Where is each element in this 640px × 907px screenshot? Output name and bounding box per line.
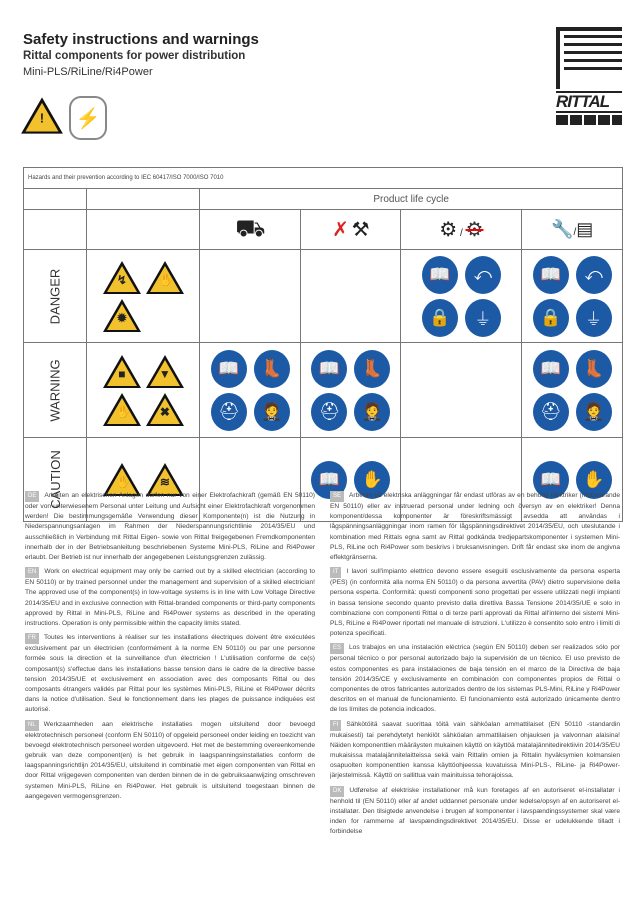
gears-stopped-icon: ⚙ xyxy=(465,219,484,241)
no-voltage-icon: ✗ xyxy=(332,219,349,241)
section-de: DE Arbeiten an elektrischen Anlagen dürfen nur von einer Elektrofachkraft (gemäß EN 50110) oder von unterwiesenem Personal unter Leitung und Aufsicht einer Elektrofachkraft vorgenommen werden! Die bestimmungsgemäße Verwendung dieser Komponente(n) ist die Nutzung in Niederspannungsanlagen im Rahmen der Niederspannungsrichtlinie 2014/35/EU und ausschließlich in Verbindung mit Rittal Eigen- sowie von Rittal freigegebenen Fremdkomponenten innerhalb der in der Betriebsanleitung beschriebenen Systeme Mini-PLS, RiLine and Ri4Power erlaubt. Der Betrieb ist nur innerhalb der angegebenen Leistungsgrenzen zulässig. xyxy=(25,492,315,562)
safety-boots-icon: 👢 xyxy=(576,350,612,388)
phase-operation xyxy=(401,210,522,250)
tripping-icon: ✖ xyxy=(146,393,184,426)
lockout-icon: 🔒 xyxy=(533,299,569,337)
level-danger: DANGER xyxy=(24,250,87,343)
crush-icon: ■ xyxy=(103,355,141,388)
electric-voltage-icon: ↯ xyxy=(103,261,141,294)
subtitle: Rittal components for power distribution xyxy=(23,50,246,62)
rittal-logo xyxy=(556,27,622,142)
protective-clothing-icon: 🤵 xyxy=(576,393,612,431)
hot-surface-icon: ≋ xyxy=(146,463,184,496)
hard-hat-icon: ⛑ xyxy=(311,393,347,431)
read-manual-icon: 📖 xyxy=(533,350,569,388)
earth-icon: ⏚ xyxy=(576,299,612,337)
gears-operation-icon: ⚙ xyxy=(439,219,458,241)
level-warning: WARNING xyxy=(24,343,87,438)
safety-boots-icon: 👢 xyxy=(354,350,390,388)
protective-clothing-icon: 🤵 xyxy=(254,393,290,431)
gloves-icon: ✋ xyxy=(576,461,612,499)
section-nl: NL Werkzaamheden aan elektrische installaties mogen uitsluitend door bevoegd elektrotechnisch personeel (conform EN 50110) of opgeleid personeel onder leiding en toezicht van bevoegd elektrotechnisch personeel worden uitgevoerd. Het met de bestemming overeenkomende gebruik van deze component(en) is het gebruik in laagspanningsinstallaties conform de laagspanningsrichtlijn 2014/35/EU, uitsluitend in combinatie met eigen componenten van Rittal en door Rittal vrijgegeven componenten van derden binnen de in de gebruiksaanwijzing omschreven systemen Mini-PLS, RiLine en Ri4Power. Het gebruik is uitsluitend toegestaan binnen de aangegeven vermogensgrenzen. xyxy=(25,720,315,800)
table-caption: Hazards and their prevention according to IEC 60417/ISO 7000/ISO 7010 xyxy=(24,168,623,189)
repair-icon: 🔧 xyxy=(551,219,574,239)
section-se: SE Arbetan på elektriska anläggningar får endast utföras av en behörig elektriker (motsvarande EN 50110) eller av instruerad personal under ledning och översyn av en elektriker! Denna komponent/dessa komponenter är föreskriftsmässigt avsedda att användas i lågspänningsanläggningar inom ramen för lågspänningsdirektivet 2014/35/EU, och uteslutande i kombination med Rittals egna samt av Rittal godkända tredjepartskomponenter i systemen Mini-PLS, RiLine och Ri4Power som beskrivs i bruksanvisningen. Drift får endast ske inom de angivna effektgränserna. xyxy=(330,492,620,562)
read-manual-icon: 📖 xyxy=(211,350,247,388)
section-fi: FI Sähkötöitä saavat suorittaa töitä vain sähköalan ammattilaiset (EN 50110 -standardin mukaisesti) tai perehdytetyt henkilöt sähköalan ammattilaisen ohjauksen ja valvonnan alaisina! Näiden komponenttien määräysten mukainen käyttö on käyttöä matalajännitedirektiivin 2014/35/EU mukaisissa matalajännitelaitteissa sekä vain Rittalin omien ja Rittalin hyväksymien kolmansien osapuolten komponenttien kanssa käyttöohjeessa kuvatuissa Mini-PLS-, RiLine- ja Ri4Power-järjestelmissä. Käyttö on sallittua vain mainituissa tehorajoissa. xyxy=(330,720,620,780)
read-manual-icon: 📖 xyxy=(533,461,569,499)
logo-text: RITTAL xyxy=(556,91,622,113)
electrician-only-icon: ⚡ xyxy=(69,96,107,140)
read-manual-icon: 📖 xyxy=(311,350,347,388)
hand-hazard-icon: ✋ xyxy=(103,463,141,496)
hard-hat-icon: ⛑ xyxy=(533,393,569,431)
product-line: Mini-PLS/RiLine/Ri4Power xyxy=(23,66,153,78)
hazard-table xyxy=(23,167,623,522)
read-manual-icon: 📖 xyxy=(311,461,347,499)
lockout-icon: 🔒 xyxy=(422,299,458,337)
section-en: EN Work on electrical equipment may only be carried out by a skilled electrician (according to EN 50110) or by trained personnel under the management and supervision of a skilled electrician! The approved use of the component(s) in low-voltage systems is in line with Low Voltage Directive 2014/35/EU and in exclusive connection with Rittal-branded components or third-party components approved by Rittal in Mini-PLS, RiLine and Ri4Power systems as described in the operating instructions. Operation is only permissible within the capacity limits stated. xyxy=(25,568,315,628)
read-manual-icon: 📖 xyxy=(533,256,569,294)
gloves-icon: ✋ xyxy=(354,461,390,499)
tools-icon: ⚒ xyxy=(351,219,370,241)
disconnect-icon: ⤺ xyxy=(576,256,612,294)
separator: / xyxy=(573,227,577,238)
falling-object-icon: ▼ xyxy=(146,355,184,388)
truck-transport-icon: ⛟ xyxy=(235,214,266,242)
text-column-right xyxy=(330,491,620,901)
explosion-icon: ✹ xyxy=(103,299,141,332)
read-manual-icon: 📖 xyxy=(422,256,458,294)
hand-injury-icon: ✋ xyxy=(103,393,141,426)
section-fr: FR Toutes les interventions à réaliser sur les installations électriques doivent être exécutées exclusivement par un électricien (conformément à la norme EN 50110) ou par une personne formée sous la direction et la surveillance d'un électricien ! L'utilisation conforme de ce(s) composant(s) s'effectue dans les installations basse tension dans le cadre de la directive basse tension 2014/35/UE et exclusivement en association avec des composants Rittal ou des composants étrangers validés par Rittal pour les systèmes Mini-PLS, RiLine et Ri4Power décrits dans la notice d'utilisation. Seul le fonctionnement dans les plages de puissance indiquées est autorisé. xyxy=(25,634,315,714)
general-warning-icon: ! xyxy=(21,97,63,133)
section-es: ES Los trabajos en una instalación eléctrica (según EN 50110) deben ser realizados sólo por personal técnico o por personal autorizado bajo la supervisión de un técnico. El uso previsto de estos componentes es para instalaciones de baja tensión en el marco de la Directiva de baja tensión 2014/35/CE y exclusivamente en combinación con componentes propios de Rittal o componentes de otros fabricantes autorizados dentro de los sistemas PLS-Mini, RiLine y Ri4Power descritos en el manual de funcionamiento. El funcionamiento está autorizado únicamente dentro de los límites de potencia indicados. xyxy=(330,644,620,714)
disconnect-icon: ⤺ xyxy=(465,256,501,294)
cleaning-brush-icon: ▤ xyxy=(576,219,594,239)
level-caution: CAUTION xyxy=(24,438,87,522)
protective-clothing-icon: 🤵 xyxy=(354,393,390,431)
earth-icon: ⏚ xyxy=(465,299,501,337)
phase-installation xyxy=(301,210,401,250)
page-title: Safety instructions and warnings xyxy=(23,31,259,48)
text-column-left xyxy=(25,491,315,806)
separator: / xyxy=(459,228,463,239)
phase-maintenance xyxy=(522,210,623,250)
section-dk: DK Udførelse af elektriske installationer må kun foretages af en autoriseret el-installatør i henhold til (EN 50110) eller af andet uddannet personale under ledelse/opsyn af en autoriseret el-installatør. Den tilsigtede anvendelse i brugen af komponenter i lavspændingssystemer skal være inden for rammerne af lavspændingsdirektivet 2014/35/EU. Disse er udelukkende tilladt i forbindelse xyxy=(330,786,620,836)
phase-transport xyxy=(200,210,301,250)
section-it: IT I lavori sull'impianto elettrico devono essere eseguiti esclusivamente da persona esperta (PES) (in conformità alla norma EN 50110) o da persona avvertita (PAV) dietro supervisione della persona esperta. Conformità: questi componenti sono progettati per essere utilizzati negli impianti in bassa tensione secondo quanto previsto dalla direttiva Bassa Tensione 2014/35/UE e solo in combinazione con componenti Rittal o di terze parti approvati da Rittal all'interno dei sistemi Mini-PLS, RiLine e Ri4Power riportati nel manuale di istruzioni. L'utilizzo è consentito solo entro i limiti di potenza specificati. xyxy=(330,568,620,638)
product-life-cycle-label: Product life cycle xyxy=(200,189,623,210)
hard-hat-icon: ⛑ xyxy=(211,393,247,431)
hand-crush-icon: ✋ xyxy=(146,261,184,294)
safety-boots-icon: 👢 xyxy=(254,350,290,388)
